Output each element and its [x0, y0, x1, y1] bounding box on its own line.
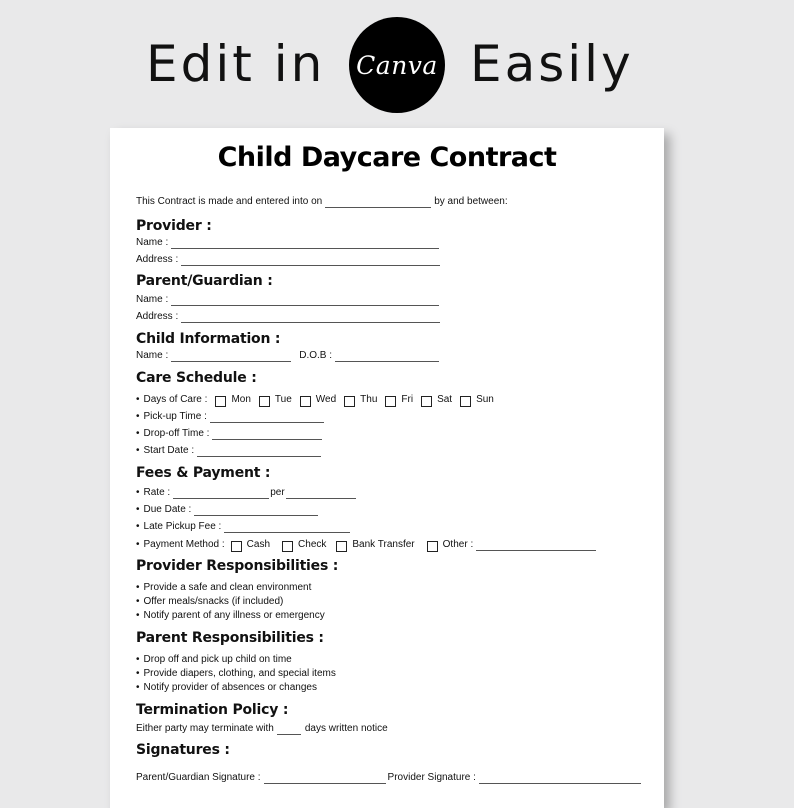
list-item [136, 582, 311, 594]
parent-name-row [136, 294, 439, 306]
payment-method-label: Payment Method : [143, 539, 225, 550]
bullet: • [136, 596, 140, 607]
start-row [136, 445, 321, 457]
checkbox-cash[interactable] [231, 541, 242, 552]
parent-resp-heading: Parent Responsibilities : [136, 630, 324, 646]
bullet: • [136, 411, 140, 422]
dropoff-label: Drop-off Time : [143, 428, 210, 439]
checkbox-mon[interactable] [215, 396, 226, 407]
day-tue: Tue [274, 394, 292, 405]
provider-address-field[interactable] [181, 255, 440, 266]
termination-heading: Termination Policy : [136, 702, 289, 718]
provider-signature-field[interactable] [479, 773, 641, 784]
bullet: • [136, 445, 140, 456]
rate-field[interactable] [173, 488, 269, 499]
start-label: Start Date : [143, 445, 195, 456]
bullet: • [136, 582, 140, 593]
pickup-field[interactable] [210, 412, 324, 423]
checkbox-sun[interactable] [460, 396, 471, 407]
start-field[interactable] [197, 446, 321, 457]
checkbox-tue[interactable] [259, 396, 270, 407]
child-dob-label: D.O.B : [299, 350, 333, 361]
intro-suffix: by and between: [434, 196, 508, 207]
provider-name-row [136, 237, 439, 249]
due-field[interactable] [194, 505, 318, 516]
provider-address-row [136, 254, 440, 266]
parent-heading: Parent/Guardian : [136, 273, 273, 289]
list-item-text: Offer meals/snacks (if included) [143, 596, 284, 607]
bullet: • [136, 428, 140, 439]
canva-logo-text: Canva [356, 50, 438, 80]
list-item-text: Notify provider of absences or changes [143, 682, 317, 693]
bullet: • [136, 504, 140, 515]
days-row [136, 394, 494, 406]
parent-address-label: Address : [136, 311, 179, 322]
banner-text-right: Easily [470, 35, 634, 93]
page-title: Child Daycare Contract [217, 142, 557, 173]
bullet: • [136, 610, 140, 621]
bullet: • [136, 654, 140, 665]
checkbox-check[interactable] [282, 541, 293, 552]
list-item [136, 596, 283, 608]
checkbox-sat[interactable] [421, 396, 432, 407]
checkbox-wed[interactable] [300, 396, 311, 407]
list-item-text: Provide a safe and clean environment [143, 582, 312, 593]
checkbox-fri[interactable] [385, 396, 396, 407]
parent-signature-label: Parent/Guardian Signature : [136, 772, 261, 783]
date-field[interactable] [325, 197, 431, 208]
list-item [136, 682, 317, 694]
checkbox-other[interactable] [427, 541, 438, 552]
child-heading: Child Information : [136, 331, 281, 347]
day-sat: Sat [437, 394, 453, 405]
due-row [136, 504, 318, 516]
schedule-heading: Care Schedule : [136, 370, 257, 386]
list-item-text: Notify parent of any illness or emergency [143, 610, 325, 621]
list-item-text: Provide diapers, clothing, and special items [143, 668, 336, 679]
provider-address-label: Address : [136, 254, 179, 265]
dropoff-row [136, 428, 322, 440]
rate-label: Rate : [143, 487, 171, 498]
child-dob-field[interactable] [335, 351, 439, 362]
provider-resp-heading: Provider Responsibilities : [136, 558, 339, 574]
pickup-label: Pick-up Time : [143, 411, 207, 422]
late-fee-field[interactable] [224, 522, 350, 533]
provider-name-label: Name : [136, 237, 169, 248]
late-fee-row [136, 521, 350, 533]
list-item [136, 610, 325, 622]
banner-text-left: Edit in [146, 35, 326, 93]
termination-text-before: Either party may terminate with [136, 723, 274, 734]
signatures-heading: Signatures : [136, 742, 230, 758]
parent-address-row [136, 311, 440, 323]
day-wed: Wed [315, 394, 337, 405]
provider-signature-label: Provider Signature : [387, 772, 476, 783]
list-item [136, 668, 336, 680]
day-thu: Thu [360, 394, 378, 405]
parent-address-field[interactable] [181, 312, 440, 323]
list-item [136, 654, 292, 666]
day-fri: Fri [401, 394, 414, 405]
intro-line [136, 196, 508, 208]
child-name-field[interactable] [171, 351, 291, 362]
banner [0, 0, 794, 128]
provider-heading: Provider : [136, 218, 212, 234]
parent-signature-field[interactable] [264, 773, 386, 784]
canva-logo [349, 17, 445, 113]
day-sun: Sun [476, 394, 494, 405]
parent-name-field[interactable] [171, 295, 439, 306]
due-label: Due Date : [143, 504, 192, 515]
method-bank-transfer: Bank Transfer [352, 539, 415, 550]
rate-row [136, 487, 356, 499]
signature-row [136, 772, 641, 784]
checkbox-thu[interactable] [344, 396, 355, 407]
payment-method-row [136, 539, 596, 551]
fees-heading: Fees & Payment : [136, 465, 271, 481]
child-name-label: Name : [136, 350, 169, 361]
per-label: per [270, 487, 285, 498]
contract-page [110, 128, 664, 808]
termination-row [136, 723, 388, 735]
intro-prefix: This Contract is made and entered into on [136, 196, 323, 207]
days-label: Days of Care : [143, 394, 208, 405]
bullet: • [136, 487, 140, 498]
checkbox-bank-transfer[interactable] [336, 541, 347, 552]
method-other: Other : [442, 539, 474, 550]
other-field[interactable] [476, 540, 596, 551]
day-mon: Mon [231, 394, 251, 405]
method-cash: Cash [246, 539, 271, 550]
notice-days-field[interactable] [277, 724, 301, 735]
parent-name-label: Name : [136, 294, 169, 305]
list-item-text: Drop off and pick up child on time [143, 654, 292, 665]
per-field[interactable] [286, 488, 356, 499]
termination-text-after: days written notice [304, 723, 388, 734]
provider-name-field[interactable] [171, 238, 439, 249]
method-check: Check [298, 539, 327, 550]
bullet: • [136, 682, 140, 693]
dropoff-field[interactable] [212, 429, 322, 440]
pickup-row [136, 411, 324, 423]
child-info-row [136, 350, 439, 362]
bullet: • [136, 539, 140, 550]
bullet: • [136, 668, 140, 679]
late-fee-label: Late Pickup Fee : [143, 521, 222, 532]
bullet: • [136, 394, 140, 405]
bullet: • [136, 521, 140, 532]
